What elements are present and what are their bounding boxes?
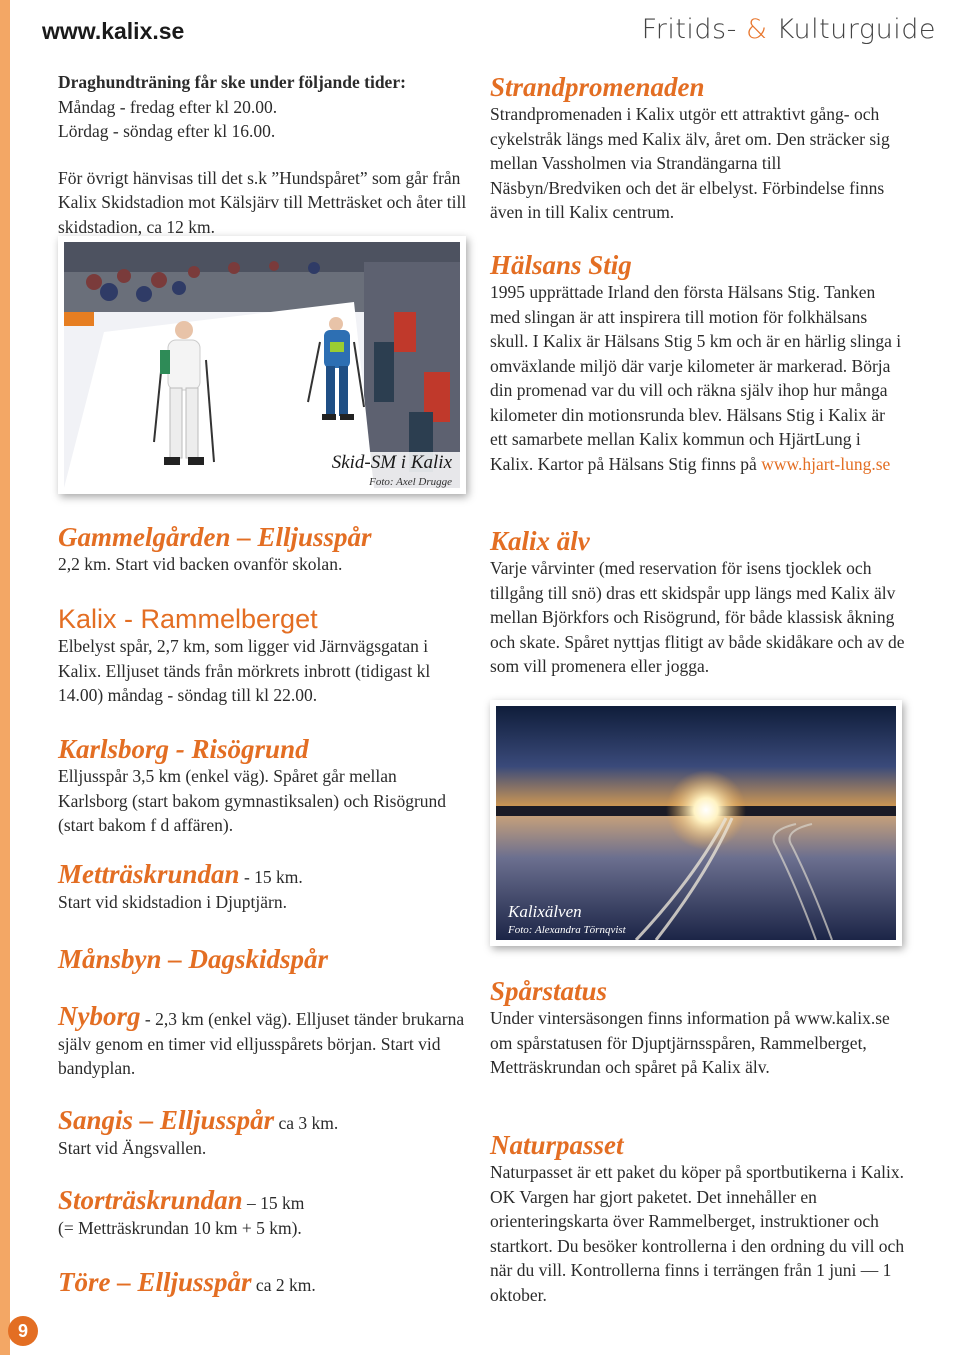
mettrask-suffix: - 15 km. [239,867,303,887]
intro-line2: Lördag - söndag efter kl 16.00. [58,121,276,141]
rammelberget-title: Kalix - Rammelberget [58,604,318,634]
halsans-title: Hälsans Stig [490,250,632,280]
rammelberget-section [58,604,468,708]
sangis-text: Start vid Ängsvallen. [58,1137,207,1158]
sangis-suffix: ca 3 km. [274,1113,339,1133]
photo1-caption: Skid-SM i Kalix [331,452,452,473]
photo2-credit: Foto: Alexandra Törnqvist [508,924,626,936]
storträsk-section [58,1185,468,1240]
site-url[interactable]: www.kalix.se [42,18,185,44]
sparstatus-text: Under vintersäsongen finns information på www.kalix.se om spårstatusen för Djuptjärnsspåren, Rammelberget, Metträskrundan och spåret på Kalix älv. [490,1008,890,1077]
naturpasset-title: Naturpasset [490,1130,624,1160]
storträsk-text: (= Metträskrundan 10 km + 5 km). [58,1217,302,1238]
karlsborg-section [58,734,468,838]
intro-section [58,70,468,239]
gammelgarden-title: Gammelgården – Elljusspår [58,522,372,552]
mettrask-title: Metträskrundan [58,859,240,889]
intro-paragraph: För övrigt hänvisas till det s.k ”Hundspåret” som går från Kalix Skidstadion mot Kälsjärv till Metträsket och åter till skidstadion, ca 12 km. [58,167,467,237]
karlsborg-title: Karlsborg - Risögrund [58,734,309,764]
ski-race-photo [58,236,466,494]
tore-title: Töre – Elljusspår [58,1267,252,1297]
alv-section [490,526,905,679]
karlsborg-text: Elljusspår 3,5 km (enkel väg). Spåret går mellan Karlsborg (start bakom gymnastiksalen) och Risögrund (start bakom f d affären). [58,766,447,835]
gammelgarden-text: 2,2 km. Start vid backen ovanför skolan. [58,554,343,574]
rammelberget-text: Elbelyst spår, 2,7 km, som ligger vid Järnvägsgatan i Kalix. Elljuset tänds från mörkrets inbrott (tidigast kl 14.00) måndag - söndag till kl 22.00. [58,636,431,705]
mansbyn-section [58,944,468,974]
sparstatus-section [490,976,905,1080]
alv-title: Kalix älv [490,526,590,556]
halsans-section [490,250,905,476]
kalixalven-photo [490,700,902,946]
page-number: 9 [8,1316,38,1346]
halsans-text: 1995 upprättade Irland den första Hälsans Stig. Tanken med slingan är att inspirera till motion för folkhälsans skull. I Kalix är Hälsans Stig 5 km och är en härlig slinga i omväxlande miljö där varje kilometer är markerad. Börja din promenad var du vill och räkna själv ihop hur många kilometer din motionsrunda blev. Hälsans Stig i Kalix är ett samarbete mellan Kalix kommun och HjärtLung i Kalix. Kartor på Hälsans Stig finns på [490,282,902,474]
nyborg-text: - 2,3 km (enkel väg). Elljuset tänder brukarna själv genom en timer vid elljusspårets början. Start vid bandyplan. [58,1009,465,1078]
guide-title [642,14,936,45]
intro-line1: Måndag - fredag efter kl 20.00. [58,96,278,117]
nyborg-title: Nyborg [58,1001,141,1031]
strand-title: Strandpromenaden [490,72,705,102]
naturpasset-text: Naturpasset är ett paket du köper på sportbutikerna i Kalix. OK Vargen har gjort paketet. Det innehåller en orienteringskarta över Rammelberget, instruktioner och startkort. Du besöker kontrollerna i den ordning du vill och när du vill. Kontrollerna finns i terrängen från 1 juni — 1 oktober. [490,1162,905,1305]
hjart-lung-link[interactable]: www.hjart-lung.se [761,453,891,474]
page-edge-bar [0,0,10,1355]
gammelgarden-section [58,522,468,577]
mansbyn-title: Månsbyn – Dagskidspår [58,944,329,974]
storträsk-title: Storträskrundan [58,1185,243,1215]
sangis-title: Sangis – Elljusspår [58,1105,275,1135]
nyborg-section [58,1001,468,1081]
photo2-caption: Kalixälven [508,902,582,921]
strand-text: Strandpromenaden i Kalix utgör ett attraktivt gång- och cykelstråk längs med Kalix älv, året om. Den sträcker sig mellan Vassholmen via Strandängarna till Näsbyn/Bredviken och det är elbelyst. Förbindelse finns även in till Kalix centrum. [490,104,890,222]
mettrask-text: Start vid skidstadion i Djuptjärn. [58,891,287,912]
tore-section [58,1267,468,1298]
naturpasset-section [490,1130,905,1307]
storträsk-suffix: – 15 km [242,1193,305,1213]
strand-section [490,72,905,225]
guide-title-part1: Fritids- [641,14,737,45]
tore-suffix: ca 2 km. [251,1275,316,1295]
mettrask-section [58,859,468,914]
alv-text: Varje vårvinter (med reservation för isens tjocklek och tillgång till snö) dras ett skidspår upp längs med Kalix älv mellan Björkfors och Risögrund, för både klassisk åkning och skate. Spåret nyttjas flitigt av både skidåkare och av de som vill promenera eller jogga. [490,558,905,676]
sangis-section [58,1105,468,1160]
sparstatus-title: Spårstatus [490,976,608,1006]
intro-heading: Draghundträning får ske under följande tider: [58,72,406,92]
guide-title-part2: Kulturguide [776,14,936,45]
guide-title-amp: & [745,14,768,45]
photo1-credit: Foto: Axel Drugge [369,476,452,488]
